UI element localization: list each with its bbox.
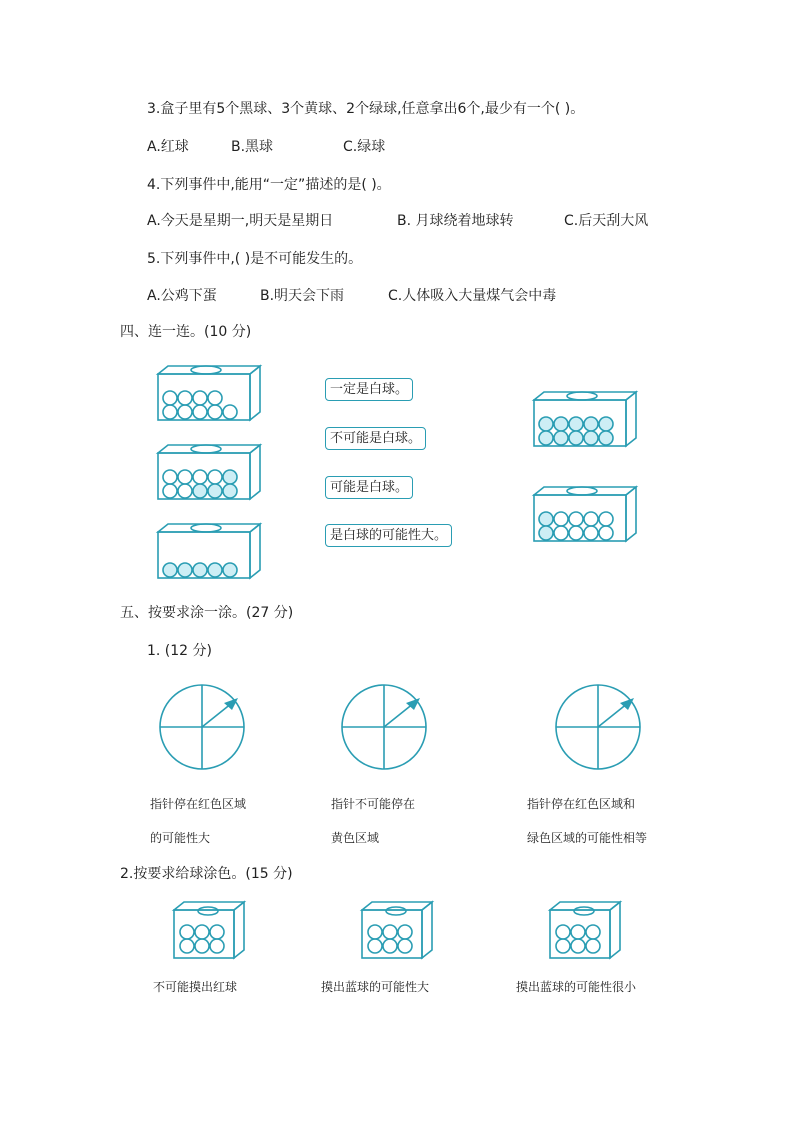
box-3 [156, 522, 262, 580]
box-2 [156, 443, 262, 501]
spinner-2-caption-line1: 指针不可能停在 [331, 797, 416, 811]
question-4: 4.下列事件中,能用“一定”描述的是( )。 [147, 177, 391, 193]
small-box-3-caption: 摸出蓝球的可能性很小 [516, 980, 637, 994]
q3-option-a: A.红球 [147, 139, 189, 155]
spinner-3-caption-line2: 绿色区域的可能性相等 [527, 831, 648, 845]
spinner-2-caption-line2: 黄色区域 [331, 831, 380, 845]
spinner-3-caption-line1: 指针停在红色区域和 [527, 797, 636, 811]
spinner-3 [554, 683, 644, 773]
question-5: 5.下列事件中,( )是不可能发生的。 [147, 251, 363, 267]
q5-option-b: B.明天会下雨 [260, 288, 345, 304]
section-5-heading: 五、按要求涂一涂。(27 分) [120, 605, 294, 621]
small-box-2 [360, 900, 434, 960]
small-box-1 [172, 900, 246, 960]
small-box-3 [548, 900, 622, 960]
part-1-title: 1. (12 分) [147, 643, 212, 659]
statement-3: 可能是白球。 [325, 476, 413, 499]
q5-option-c: C.人体吸入大量煤气会中毒 [388, 288, 557, 304]
statement-2: 不可能是白球。 [325, 427, 426, 450]
spinner-1-caption-line2: 的可能性大 [150, 831, 211, 845]
statement-4: 是白球的可能性大。 [325, 524, 452, 547]
statement-1: 一定是白球。 [325, 378, 413, 401]
pointer-arrow-icon [384, 703, 414, 727]
q5-option-a: A.公鸡下蛋 [147, 288, 217, 304]
q3-option-c: C.绿球 [343, 139, 386, 155]
box-1 [156, 364, 262, 422]
q3-option-b: B.黑球 [231, 139, 274, 155]
box-5 [532, 485, 638, 543]
spinner-1-caption-line1: 指针停在红色区域 [150, 797, 247, 811]
q4-option-b: B. 月球绕着地球转 [397, 213, 514, 229]
q4-option-c: C.后天刮大风 [564, 213, 649, 229]
part-2-title: 2.按要求给球涂色。(15 分) [120, 866, 293, 882]
box-4 [532, 390, 638, 448]
pointer-arrow-icon [598, 703, 628, 727]
spinner-2 [340, 683, 430, 773]
small-box-1-caption: 不可能摸出红球 [153, 980, 238, 994]
question-3: 3.盒子里有5个黑球、3个黄球、2个绿球,任意拿出6个,最少有一个( )。 [147, 101, 585, 117]
spinner-1 [158, 683, 248, 773]
pointer-arrow-icon [202, 703, 232, 727]
section-4-heading: 四、连一连。(10 分) [120, 324, 252, 340]
q4-option-a: A.今天是星期一,明天是星期日 [147, 213, 334, 229]
small-box-2-caption: 摸出蓝球的可能性大 [321, 980, 430, 994]
